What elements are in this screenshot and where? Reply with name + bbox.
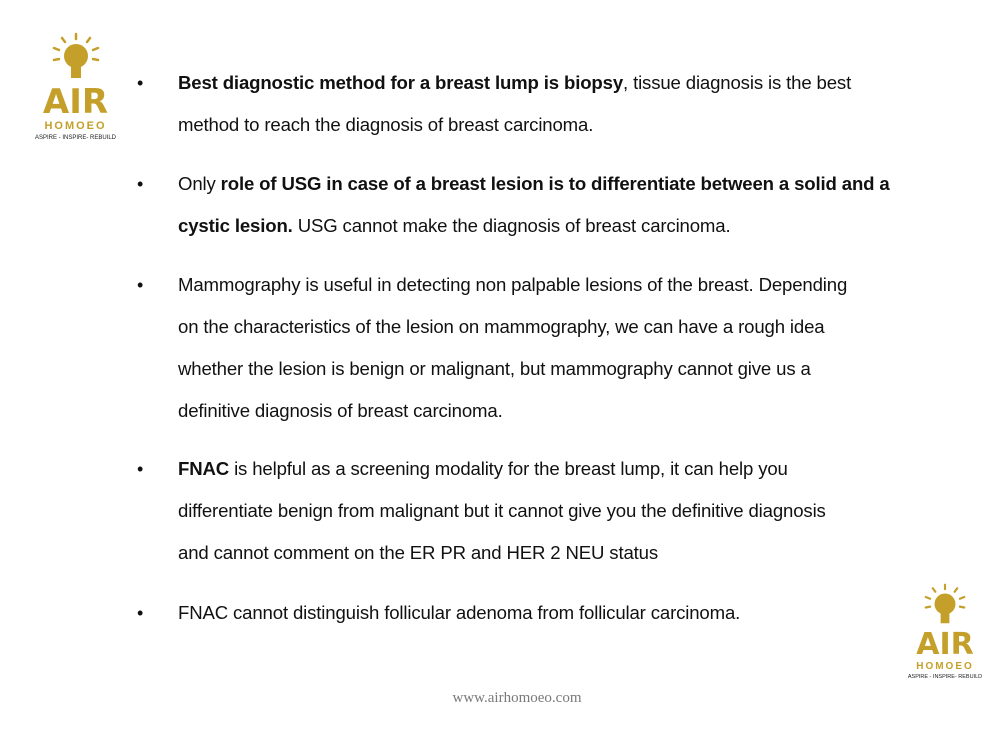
text-line xyxy=(178,62,851,104)
text-line xyxy=(178,104,851,146)
text-segment: Mammography is useful in detecting non palpable lesions of the breast. Depending xyxy=(178,274,848,295)
bullet-marker: • xyxy=(137,73,144,93)
text-line xyxy=(178,163,890,205)
website-footer: www.airhomoeo.com xyxy=(452,690,582,706)
text-segment: FNAC cannot distinguish follicular adenoma from follicular carcinoma. xyxy=(178,602,741,623)
text-line xyxy=(178,264,847,306)
lightbulb-icon xyxy=(50,32,102,80)
text-segment: and cannot comment on the ER PR and HER 2 NEU status xyxy=(178,542,659,563)
text-line xyxy=(178,490,826,532)
bullet-marker: • xyxy=(137,174,144,194)
bold-text: Best diagnostic method for a breast lump is biopsy xyxy=(178,72,624,93)
text-segment: whether the lesion is benign or malignant, but mammography cannot give us a xyxy=(178,358,811,379)
text-segment: , tissue diagnosis is the best xyxy=(623,72,852,93)
bullet-marker: • xyxy=(137,459,144,479)
text-segment: method to reach the diagnosis of breast carcinoma. xyxy=(178,114,594,135)
bold-text: cystic lesion. xyxy=(178,215,293,236)
text-segment: USG cannot make the diagnosis of breast carcinoma. xyxy=(292,215,731,236)
text-line xyxy=(178,532,826,574)
logo-bottom: AIR HOMOEO ASPIRE - INSPIRE- REBUILD xyxy=(903,583,987,681)
text-line xyxy=(178,448,826,490)
logo-top: AIR HOMOEO ASPIRE - INSPIRE- REBUILD xyxy=(28,32,123,141)
bullet-marker: • xyxy=(137,275,144,295)
text-line xyxy=(178,205,890,247)
text-line xyxy=(178,592,740,634)
text-line xyxy=(178,390,847,432)
bold-text: FNAC xyxy=(178,458,230,479)
text-line xyxy=(178,306,847,348)
text-segment: differentiate benign from malignant but it cannot give you the definitive diagnosis xyxy=(178,500,826,521)
text-line xyxy=(178,348,847,390)
text-segment: is helpful as a screening modality for the breast lump, it can help you xyxy=(229,458,788,479)
text-segment: definitive diagnosis of breast carcinoma. xyxy=(178,400,503,421)
lightbulb-icon xyxy=(922,583,968,625)
bullet-marker: • xyxy=(137,603,144,623)
text-segment: on the characteristics of the lesion on mammography, we can have a rough idea xyxy=(178,316,825,337)
bold-text: role of USG in case of a breast lesion is to differentiate between a solid and a xyxy=(220,173,890,194)
text-segment: Only xyxy=(178,173,221,194)
